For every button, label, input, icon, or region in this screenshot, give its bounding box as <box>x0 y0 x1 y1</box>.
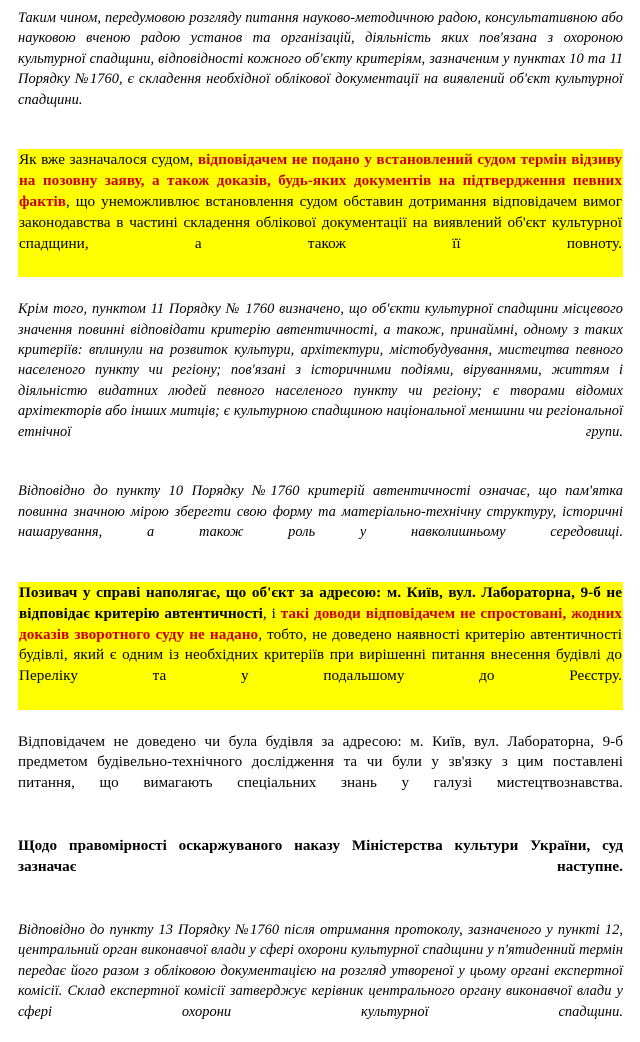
spacer <box>18 563 623 582</box>
highlighted-block-respondent-failure <box>18 149 623 277</box>
highlighted-block-plaintiff-claim <box>18 582 623 710</box>
run-red-emphasis: такі доводи відповідачем не спростовані, жодних доказів зворотного суду не надано <box>19 604 623 643</box>
spacer <box>18 898 623 920</box>
run-plain-tail: , тобто, не доведено наявності критерію автентичності будівлі, який є одним із необхідних критеріїв при вирішенні питання внесення будівлі до Переліку та у подальшому до Реєстру. <box>19 625 622 685</box>
paragraph-clause-13: Відповідно до пункту 13 Порядку №1760 після отримання протоколу, зазначеного у пункті 12, центральний орган виконавчої влади у сфері охорони культурної спадщини у п'ятиденний термін передає його разом з обліковою документацією на розгляд утвореної у цьому органі експертної комісії. Склад експертної комісії затверджує керівник центрального органу виконавчої влади у сфері охорони культурної спадщини. <box>18 922 623 1020</box>
paragraph-authenticity-definition: Відповідно до пункту 10 Порядку №1760 критерій автентичності означає, що пам'ятка повинна значною мірою зберегти свою форму та матеріально-технічну структуру, історичні нашарування, а також роль у навколишньому середовищі. <box>18 483 623 541</box>
heading-ministry-order-legality: Щодо правомірності оскаржуваного наказу Міністерства культури України, суд зазначає наступне. <box>18 838 623 875</box>
paragraph-not-proven: Відповідачем не доведено чи була будівля за адресою: м. Київ, вул. Лабораторна, 9-б предметом будівельно-технічного дослідження та чи були у зв'язку з цим поставлені питання, що вимагають спеціальних знань у галузі мистецтвознавства. <box>18 733 623 792</box>
run-plain-tail: , що унеможливлює встановлення судом обставин дотримання відповідачем вимог законодавства в частині складення облікової документації на виявлений об'єкт культурної спадщини, а також її повноту. <box>19 193 622 252</box>
spacer <box>18 814 623 836</box>
run-red-emphasis: відповідачем не подано у встановлений судом термін відзиву на позовну заяву, а також доказів, будь-яких документів на підтвердження певних фактів <box>19 151 622 211</box>
spacer <box>18 462 623 481</box>
paragraph-intro: Таким чином, передумовою розгляду питання науково-методичною радою, консультативною або науковою вченою радою установ та організацій, діяльність яких пов'язана з охороною культурної спадщини, відповідності кожного об'єкту критеріям, зазначеним у пунктах 10 та 11 Порядку №1760, є складення необхідної облікової документації на виявлений об'єкт культурної спадщини. <box>18 10 623 108</box>
run-plain: Як вже зазначалося судом, <box>19 151 198 169</box>
spacer <box>18 130 623 149</box>
run-black-bold: Позивач у справі наполягає, що об'єкт за адресою: м. Київ, вул. Лабораторна, 9-б не відповідає критерію автентичності <box>19 584 622 622</box>
run-plain-connector: , і <box>262 604 281 622</box>
paragraph-criteria-list: Крім того, пунктом 11 Порядку № 1760 визначено, що об'єкти культурної спадщини місцевого значення повинні відповідати критерію автентичності, а також, принаймні, одному з таких критеріїв: вплинули на розвиток культури, архітектури, містобудування, мистецтва певного населеного пункту чи регіону; пов'язані з історичними подіями, віруваннями, життям і діяльністю видатних людей певного населеного пункту чи регіону; є творами відомих архітекторів або інших митців; є культурною спадщиною національної меншини чи регіональної етнічної групи. <box>18 301 623 440</box>
spacer <box>18 710 623 732</box>
spacer <box>18 277 623 299</box>
